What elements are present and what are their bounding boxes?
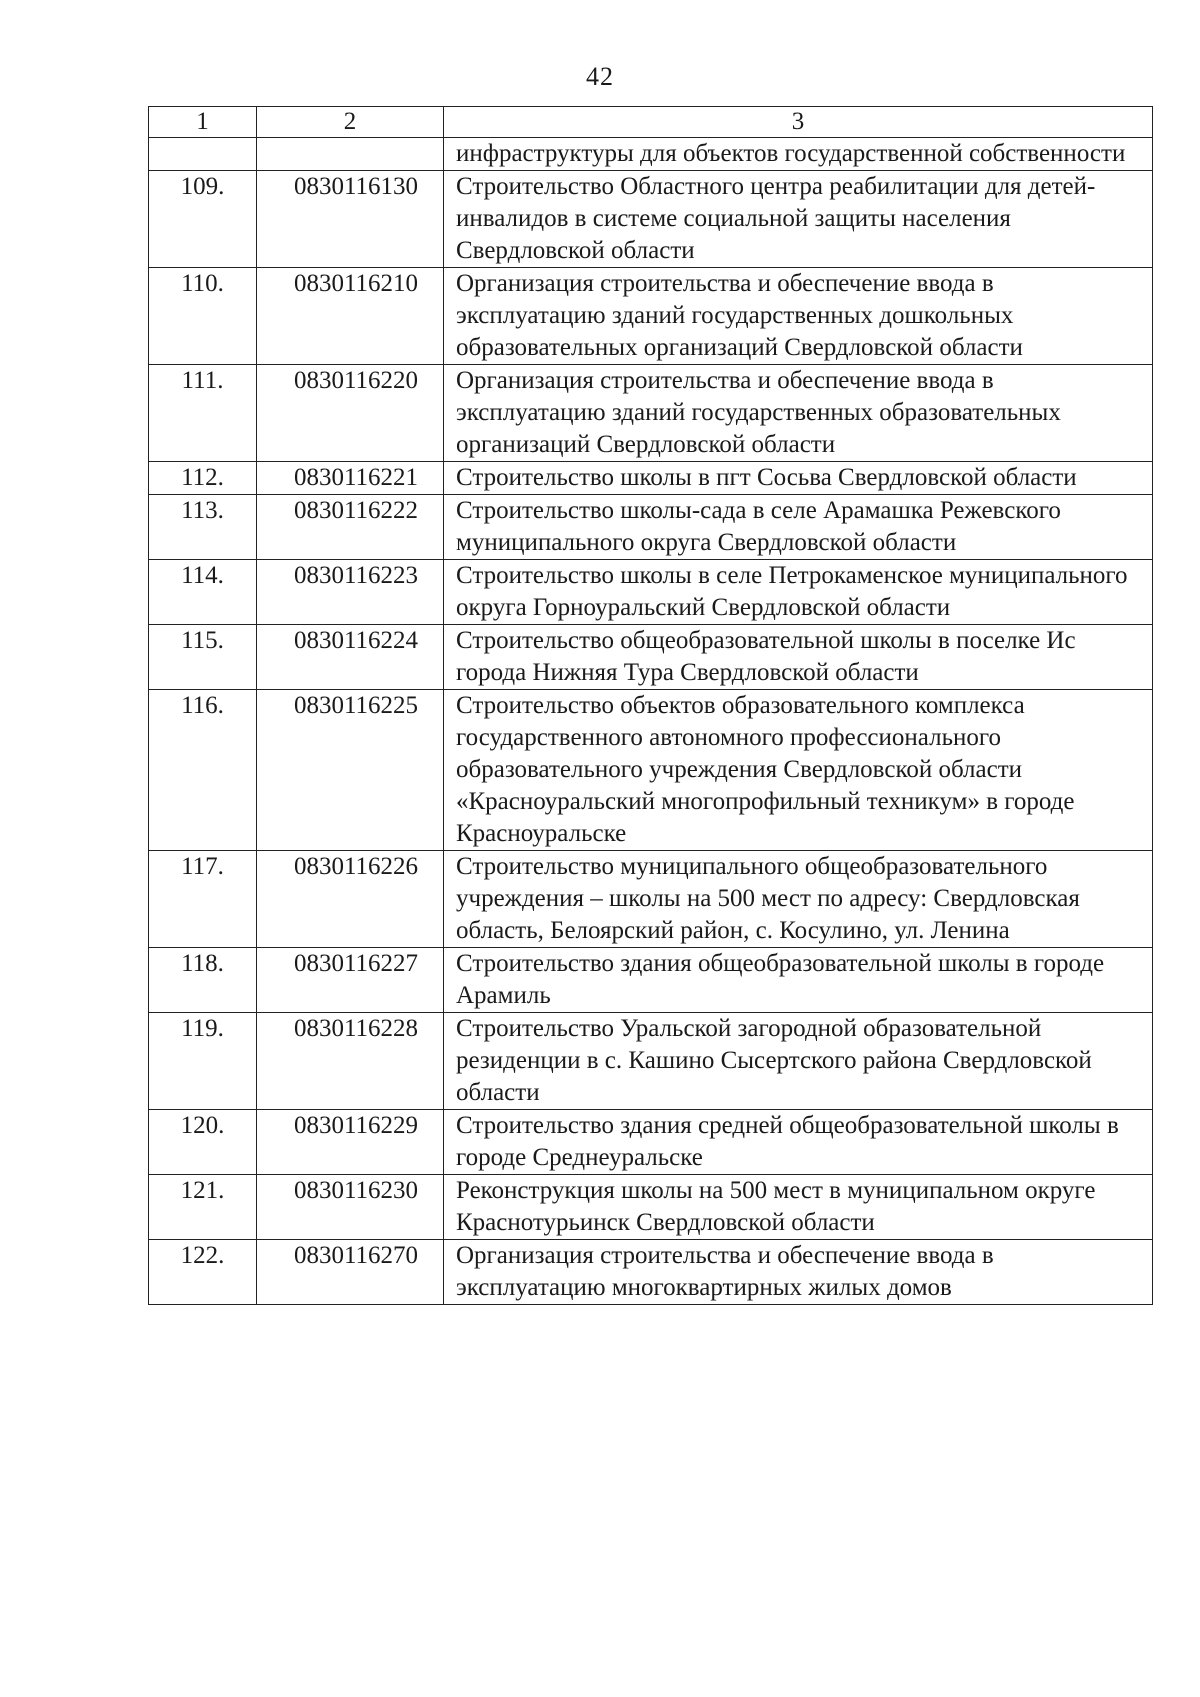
row-code: 0830116226	[257, 851, 444, 948]
row-number: 114.	[149, 560, 257, 625]
table-row	[149, 1110, 1153, 1175]
row-code: 0830116210	[257, 268, 444, 365]
row-code: 0830116230	[257, 1175, 444, 1240]
table-row	[149, 495, 1153, 560]
row-description: Строительство здания средней общеобразовательной школы в городе Среднеуральске	[444, 1110, 1153, 1175]
row-number: 113.	[149, 495, 257, 560]
row-description: Организация строительства и обеспечение ввода в эксплуатацию зданий государственных образовательных организаций Свердловской области	[444, 365, 1153, 462]
row-description: Строительство школы в пгт Сосьва Свердловской области	[444, 462, 1153, 495]
row-number: 111.	[149, 365, 257, 462]
table-row	[149, 462, 1153, 495]
row-description: Строительство Областного центра реабилитации для детей-инвалидов в системе социальной защиты населения Свердловской области	[444, 171, 1153, 268]
row-description: Реконструкция школы на 500 мест в муниципальном округе Краснотурьинск Свердловской области	[444, 1175, 1153, 1240]
table-row	[149, 1175, 1153, 1240]
column-header-code: 2	[257, 107, 444, 138]
row-code: 0830116270	[257, 1240, 444, 1305]
table-row	[149, 851, 1153, 948]
row-code: 0830116225	[257, 690, 444, 851]
row-number: 115.	[149, 625, 257, 690]
row-description: Строительство общеобразовательной школы в поселке Ис города Нижняя Тура Свердловской области	[444, 625, 1153, 690]
row-number	[149, 138, 257, 171]
row-description: Строительство школы в селе Петрокаменское муниципального округа Горноуральский Свердловской области	[444, 560, 1153, 625]
table-row	[149, 1013, 1153, 1110]
table-row	[149, 365, 1153, 462]
row-number: 120.	[149, 1110, 257, 1175]
table-row	[149, 560, 1153, 625]
row-description: инфраструктуры для объектов государственной собственности	[444, 138, 1153, 171]
row-code: 0830116228	[257, 1013, 444, 1110]
table-row	[149, 625, 1153, 690]
row-code: 0830116229	[257, 1110, 444, 1175]
row-code	[257, 138, 444, 171]
row-code: 0830116221	[257, 462, 444, 495]
row-description: Строительство Уральской загородной образовательной резиденции в с. Кашино Сысертского района Свердловской области	[444, 1013, 1153, 1110]
budget-code-table	[148, 106, 1153, 1305]
table-row	[149, 268, 1153, 365]
row-number: 121.	[149, 1175, 257, 1240]
table-row	[149, 1240, 1153, 1305]
row-number: 119.	[149, 1013, 257, 1110]
table-row	[149, 171, 1153, 268]
page-number: 42	[586, 62, 614, 91]
row-description: Строительство объектов образовательного комплекса государственного автономного профессионального образовательного учреждения Свердловской области «Красноуральский многопрофильный техникум» в городе Красноуральске	[444, 690, 1153, 851]
row-code: 0830116227	[257, 948, 444, 1013]
row-description: Организация строительства и обеспечение ввода в эксплуатацию многоквартирных жилых домов	[444, 1240, 1153, 1305]
row-number: 122.	[149, 1240, 257, 1305]
row-code: 0830116222	[257, 495, 444, 560]
table-row	[149, 690, 1153, 851]
column-header-description: 3	[444, 107, 1153, 138]
row-code: 0830116223	[257, 560, 444, 625]
row-number: 118.	[149, 948, 257, 1013]
row-number: 110.	[149, 268, 257, 365]
row-description: Строительство здания общеобразовательной школы в городе Арамиль	[444, 948, 1153, 1013]
row-number: 116.	[149, 690, 257, 851]
column-header-number: 1	[149, 107, 257, 138]
row-number: 117.	[149, 851, 257, 948]
row-number: 109.	[149, 171, 257, 268]
table-row	[149, 948, 1153, 1013]
row-description: Строительство муниципального общеобразовательного учреждения – школы на 500 мест по адресу: Свердловская область, Белоярский район, с. Косулино, ул. Ленина	[444, 851, 1153, 948]
table-header-row	[149, 107, 1153, 138]
row-description: Организация строительства и обеспечение ввода в эксплуатацию зданий государственных дошкольных образовательных организаций Свердловской области	[444, 268, 1153, 365]
row-description: Строительство школы-сада в селе Арамашка Режевского муниципального округа Свердловской области	[444, 495, 1153, 560]
row-number: 112.	[149, 462, 257, 495]
row-code: 0830116220	[257, 365, 444, 462]
row-code: 0830116130	[257, 171, 444, 268]
table-row	[149, 138, 1153, 171]
table-body	[149, 138, 1153, 1305]
row-code: 0830116224	[257, 625, 444, 690]
